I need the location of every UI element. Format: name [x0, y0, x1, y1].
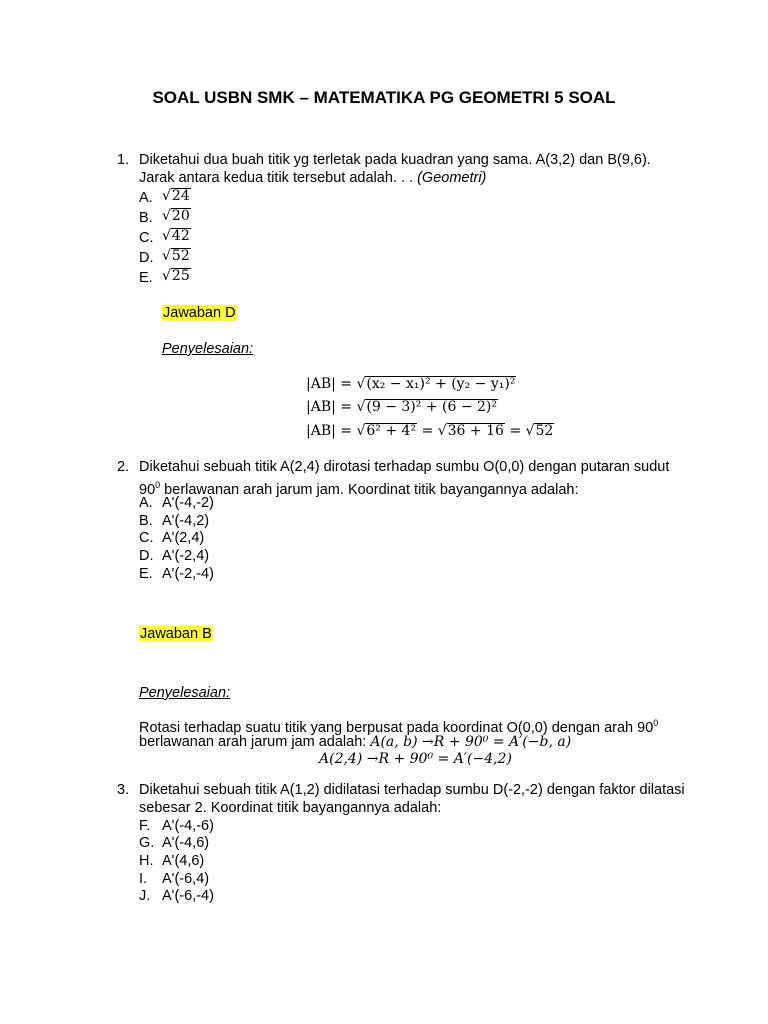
q3-option-i-letter: I. [139, 871, 148, 887]
q2-option-e-letter: E. [139, 566, 153, 582]
q1-tag: (Geometri) [417, 170, 487, 186]
q3-text-line1: Diketahui sebuah titik A(1,2) didilatasi terhadap sumbu D(-2,-2) dengan faktor dilatasi [139, 782, 685, 798]
q1-option-c-letter: C. [139, 230, 154, 246]
q1-option-b-letter: B. [139, 210, 153, 226]
q2-rotation-formula: A(a, b) →R + 90⁰ = A′(−b, a) [370, 734, 572, 750]
q2-text-line2: $90^0$ berlawanan arah jarum jam. Koordinat titik bayangannya adalah: [139, 480, 579, 498]
q3-option-g-letter: G. [139, 835, 155, 851]
q2-option-e: A'(-2,-4) [162, 566, 214, 582]
q1-option-b: √20 [162, 208, 190, 224]
q1-option-d: √52 [162, 248, 190, 264]
q3-option-g: A'(-4,6) [162, 835, 210, 851]
q2-solution-label: Penyelesaian: [139, 685, 231, 701]
q1-option-a: √24 [162, 188, 190, 204]
page-title: SOAL USBN SMK – MATEMATIKA PG GEOMETRI 5 SOAL [152, 88, 616, 107]
q2-text-line1: Diketahui sebuah titik A(2,4) dirotasi terhadap sumbu O(0,0) dengan putaran sudut [139, 459, 670, 475]
q3-option-j-letter: J. [139, 888, 151, 904]
q2-option-a-letter: A. [139, 495, 153, 511]
q1-equation-3: |AB| = √6² + 4² = √36 + 16 = √52 [306, 423, 554, 439]
q3-option-j: A'(-6,-4) [162, 888, 214, 904]
q1-option-e-letter: E. [139, 270, 153, 286]
q1-equation-2: |AB| = √(9 − 3)² + (6 − 2)² [306, 399, 497, 415]
q1-option-c: √42 [162, 228, 190, 244]
q3-text-line2: sebesar 2. Koordinat titik bayangannya adalah: [139, 800, 442, 816]
q1-option-e: √25 [162, 268, 190, 284]
q1-number: 1. [117, 152, 130, 168]
q1-option-d-letter: D. [139, 250, 154, 266]
q3-option-f-letter: F. [139, 818, 151, 834]
q1-text-line2: Jarak antara kedua titik tersebut adalah. . . (Geometri) [139, 170, 487, 186]
q3-option-h-letter: H. [139, 853, 154, 869]
q2-option-b: A'(-4,2) [162, 513, 210, 529]
q2-solution-line2: berlawanan arah jarum jam adalah: A(a, b) →R + 90⁰ = A′(−b, a) [139, 734, 572, 750]
q2-solution-line1: Rotasi terhadap suatu titik yang berpusat pada koordinat O(0,0) dengan arah $90^0$ [139, 718, 659, 736]
q1-text-line1: Diketahui dua buah titik yg terletak pada kuadran yang sama. A(3,2) dan B(9,6). [139, 152, 651, 168]
q3-option-h: A'(4,6) [162, 853, 205, 869]
q2-option-c: A'(2,4) [162, 530, 205, 546]
q2-option-d-letter: D. [139, 548, 154, 564]
q2-option-a: A'(-4,-2) [162, 495, 214, 511]
q3-option-f: A'(-4,-6) [162, 818, 214, 834]
q1-option-a-letter: A. [139, 190, 153, 206]
q2-option-d: A'(-2,4) [162, 548, 210, 564]
q1-answer: Jawaban D [163, 305, 236, 321]
q2-rotation-result: A(2,4) →R + 90⁰ = A′(−4,2) [319, 751, 512, 767]
q2-option-c-letter: C. [139, 530, 154, 546]
q1-solution-label: Penyelesaian: [162, 341, 254, 357]
q2-option-b-letter: B. [139, 513, 153, 529]
q3-number: 3. [117, 782, 130, 798]
q2-answer: Jawaban B [140, 626, 212, 642]
q3-option-i: A'(-6,4) [162, 871, 210, 887]
q1-equation-1: |AB| = √(x₂ − x₁)² + (y₂ − y₁)² [306, 376, 516, 392]
q2-number: 2. [117, 459, 130, 475]
